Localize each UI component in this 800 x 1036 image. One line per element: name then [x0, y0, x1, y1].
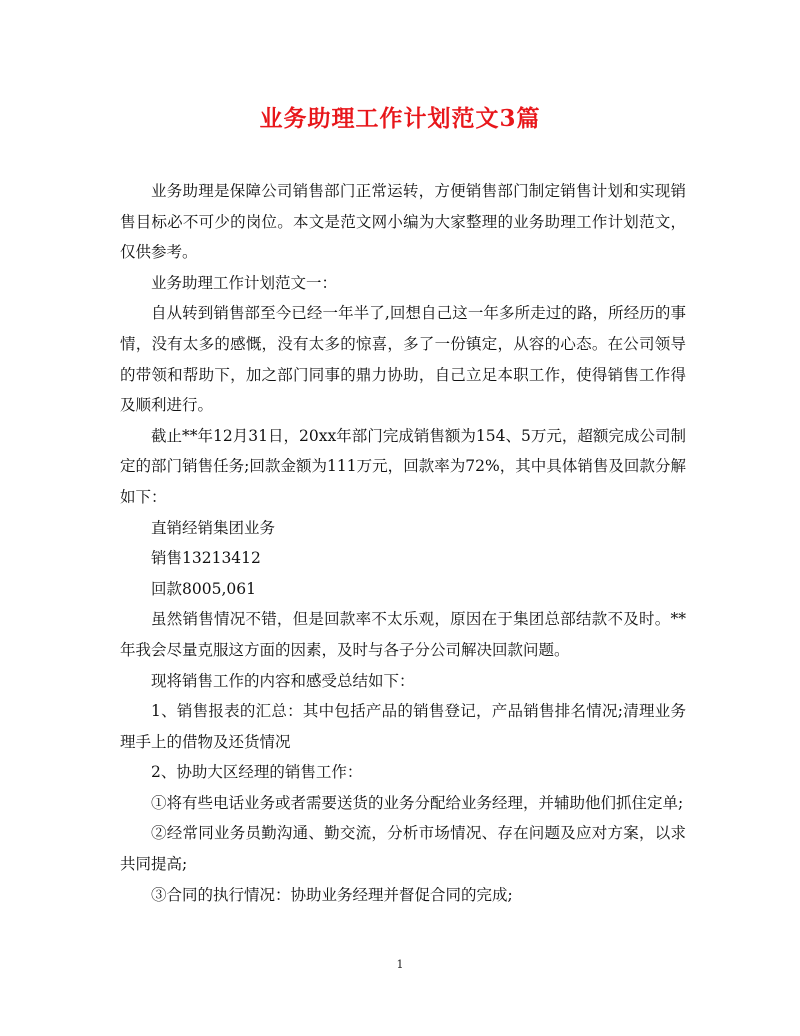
document-title: 业务助理工作计划范文3篇 — [259, 105, 541, 132]
paragraph-business-type: 直销经销集团业务 — [151, 518, 276, 537]
paragraph-summary-intro: 现将销售工作的内容和感受总结如下： — [151, 671, 415, 690]
paragraph-payment-figure: 回款8005,061 — [151, 579, 256, 598]
paragraph-subitem-1: ①将有些电话业务或者需要送货的业务分配给业务经理，并辅助他们抓住定单; — [151, 793, 684, 812]
paragraph-payment-issue: 虽然销售情况不错，但是回款率不太乐观，原因在于集团总部结款不及时。**年我会尽量克服这方面的因素，及时与各子分公司解决回款问题。 — [120, 610, 686, 659]
page-number: 1 — [396, 958, 404, 971]
paragraph-intro: 业务助理是保障公司销售部门正常运转，方便销售部门制定销售计划和实现销售目标必不可少的岗位。本文是范文网小编为大家整理的业务助理工作计划范文，仅供参考。 — [120, 182, 686, 262]
paragraph-subitem-2: ②经常同业务员勤沟通、勤交流，分析市场情况、存在问题及应对方案，以求共同提高; — [120, 824, 686, 874]
paragraph-sales-summary: 截止**年12月31日，20xx年部门完成销售额为154、5万元，超额完成公司制定的部门销售任务;回款金额为111万元，回款率为72%，其中具体销售及回款分解如下： — [120, 426, 686, 506]
paragraph-item-1: 1、销售报表的汇总：其中包括产品的销售登记，产品销售排名情况;清理业务理手上的借物及还货情况 — [120, 702, 686, 751]
paragraph-sales-figure: 销售13213412 — [151, 549, 261, 568]
paragraph-subitem-3: ③合同的执行情况：协助业务经理并督促合同的完成; — [151, 885, 513, 904]
document-body — [120, 176, 686, 910]
paragraph-review: 自从转到销售部至今已经一年半了,回想自己这一年多所走过的路，所经历的事情，没有太多的感慨，没有太多的惊喜，多了一份镇定，从容的心态。在公司领导的带领和帮助下，加之部门同事的鼎力协助，自己立足本职工作，使得销售工作得及顺利进行。 — [120, 304, 686, 415]
paragraph-item-2: 2、协助大区经理的销售工作： — [151, 763, 363, 782]
paragraph-heading-1: 业务助理工作计划范文一： — [151, 273, 338, 292]
